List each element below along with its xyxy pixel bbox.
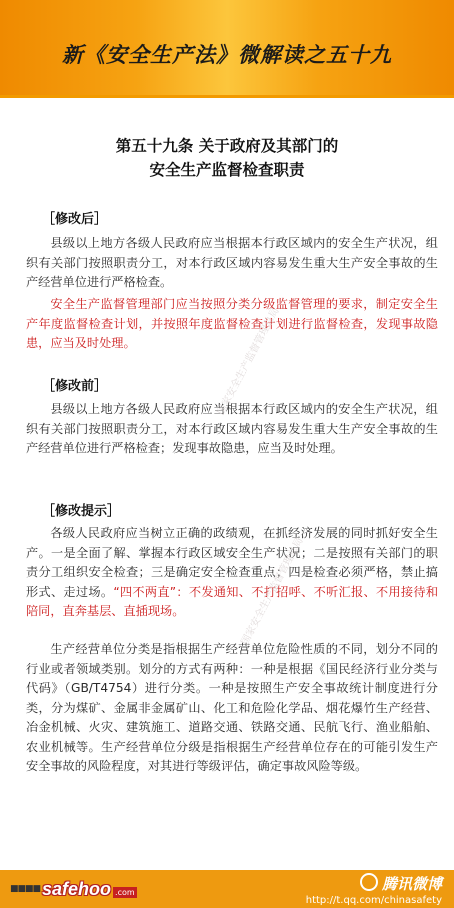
tips-paragraph-1-highlight: “四不两直”：不发通知、不打招呼、不听汇报、不用接待和陪同，直奔基层、直插现场。 (26, 584, 439, 618)
tips-paragraph-1 (26, 524, 438, 622)
logo-name: safehoo (42, 878, 112, 899)
banner-divider (0, 95, 454, 98)
after-paragraph-2: 安全生产监督管理部门应当按照分类分级监督管理的要求，制定安全生产年度监督检查计划，并按照年度监督检查计划进行监督检查，发现事故隐患，应当及时处理。 (26, 297, 438, 350)
section-label-after: ［修改后］ (42, 212, 108, 227)
after-paragraph-1: 县级以上地方各级人民政府应当根据本行政区域内的安全生产状况，组织有关部门按照职责分工，对本行政区域内容易发生重大生产安全事故的生产经营单位进行严格检查。 (26, 236, 438, 289)
section-label-before: ［修改前］ (42, 379, 108, 394)
before-paragraph-1: 县级以上地方各级人民政府应当根据本行政区域内的安全生产状况，组织有关部门按照职责分工，对本行政区域内容易发生重大生产安全事故的生产经营单位进行严格检查；发现事故隐患，应当及时处理。 (26, 402, 438, 455)
article-heading-line2: 安全生产监督检查职责 (149, 161, 305, 179)
banner-title: 新《安全生产法》微解读之五十九 (62, 43, 392, 67)
weibo-icon (360, 873, 378, 891)
logo-suffix: .com (115, 887, 135, 897)
article-heading (0, 134, 454, 182)
tips-paragraph-2: 生产经营单位分类是指根据生产经营单位危险性质的不同，划分不同的行业或者领域类别。划分的方式有两种：一种是根据《国民经济行业分类与代码》（GB/T4754）进行分类。一种是按照生产安全事故统计制度进行分类，分为煤矿、金属非金属矿山、化工和危险化学品、烟花爆竹生产经营、冶金机械、火灾、建筑施工、道路交通、铁路交通、民航飞行、渔业船舶、农业机械等。生产经营单位分级是指根据生产经营单位存在的可能引发生产安全事故的风险程度，对其进行等级评估，确定事故风险等级。 (26, 642, 438, 773)
title-banner (0, 0, 454, 95)
logo-dots: ■■■■ (10, 884, 41, 894)
safehoo-logo[interactable] (10, 877, 137, 901)
watermark-text-1: 国家安全生产监督管理总局 (215, 305, 282, 418)
weibo-link[interactable] (306, 873, 442, 906)
weibo-url[interactable]: http://t.qq.com/chinasafety (305, 895, 442, 906)
article-heading-line1: 第五十九条 关于政府及其部门的 (115, 137, 339, 155)
section-label-tips: ［修改提示］ (42, 504, 121, 519)
tips-paragraph-1-text: 各级人民政府应当树立正确的政绩观，在抓经济发展的同时抓好安全生产。一是全面了解、掌握本行政区域安全生产状况；二是按照有关部门的职责分工组织安全检查；三是确定安全检查重点；四是检查必须严格，禁止搞形式、走过场。 (26, 526, 438, 599)
watermark-text-2: 国家安全生产监督管理总局 (239, 535, 306, 648)
weibo-name: 腾讯微博 (381, 875, 442, 893)
